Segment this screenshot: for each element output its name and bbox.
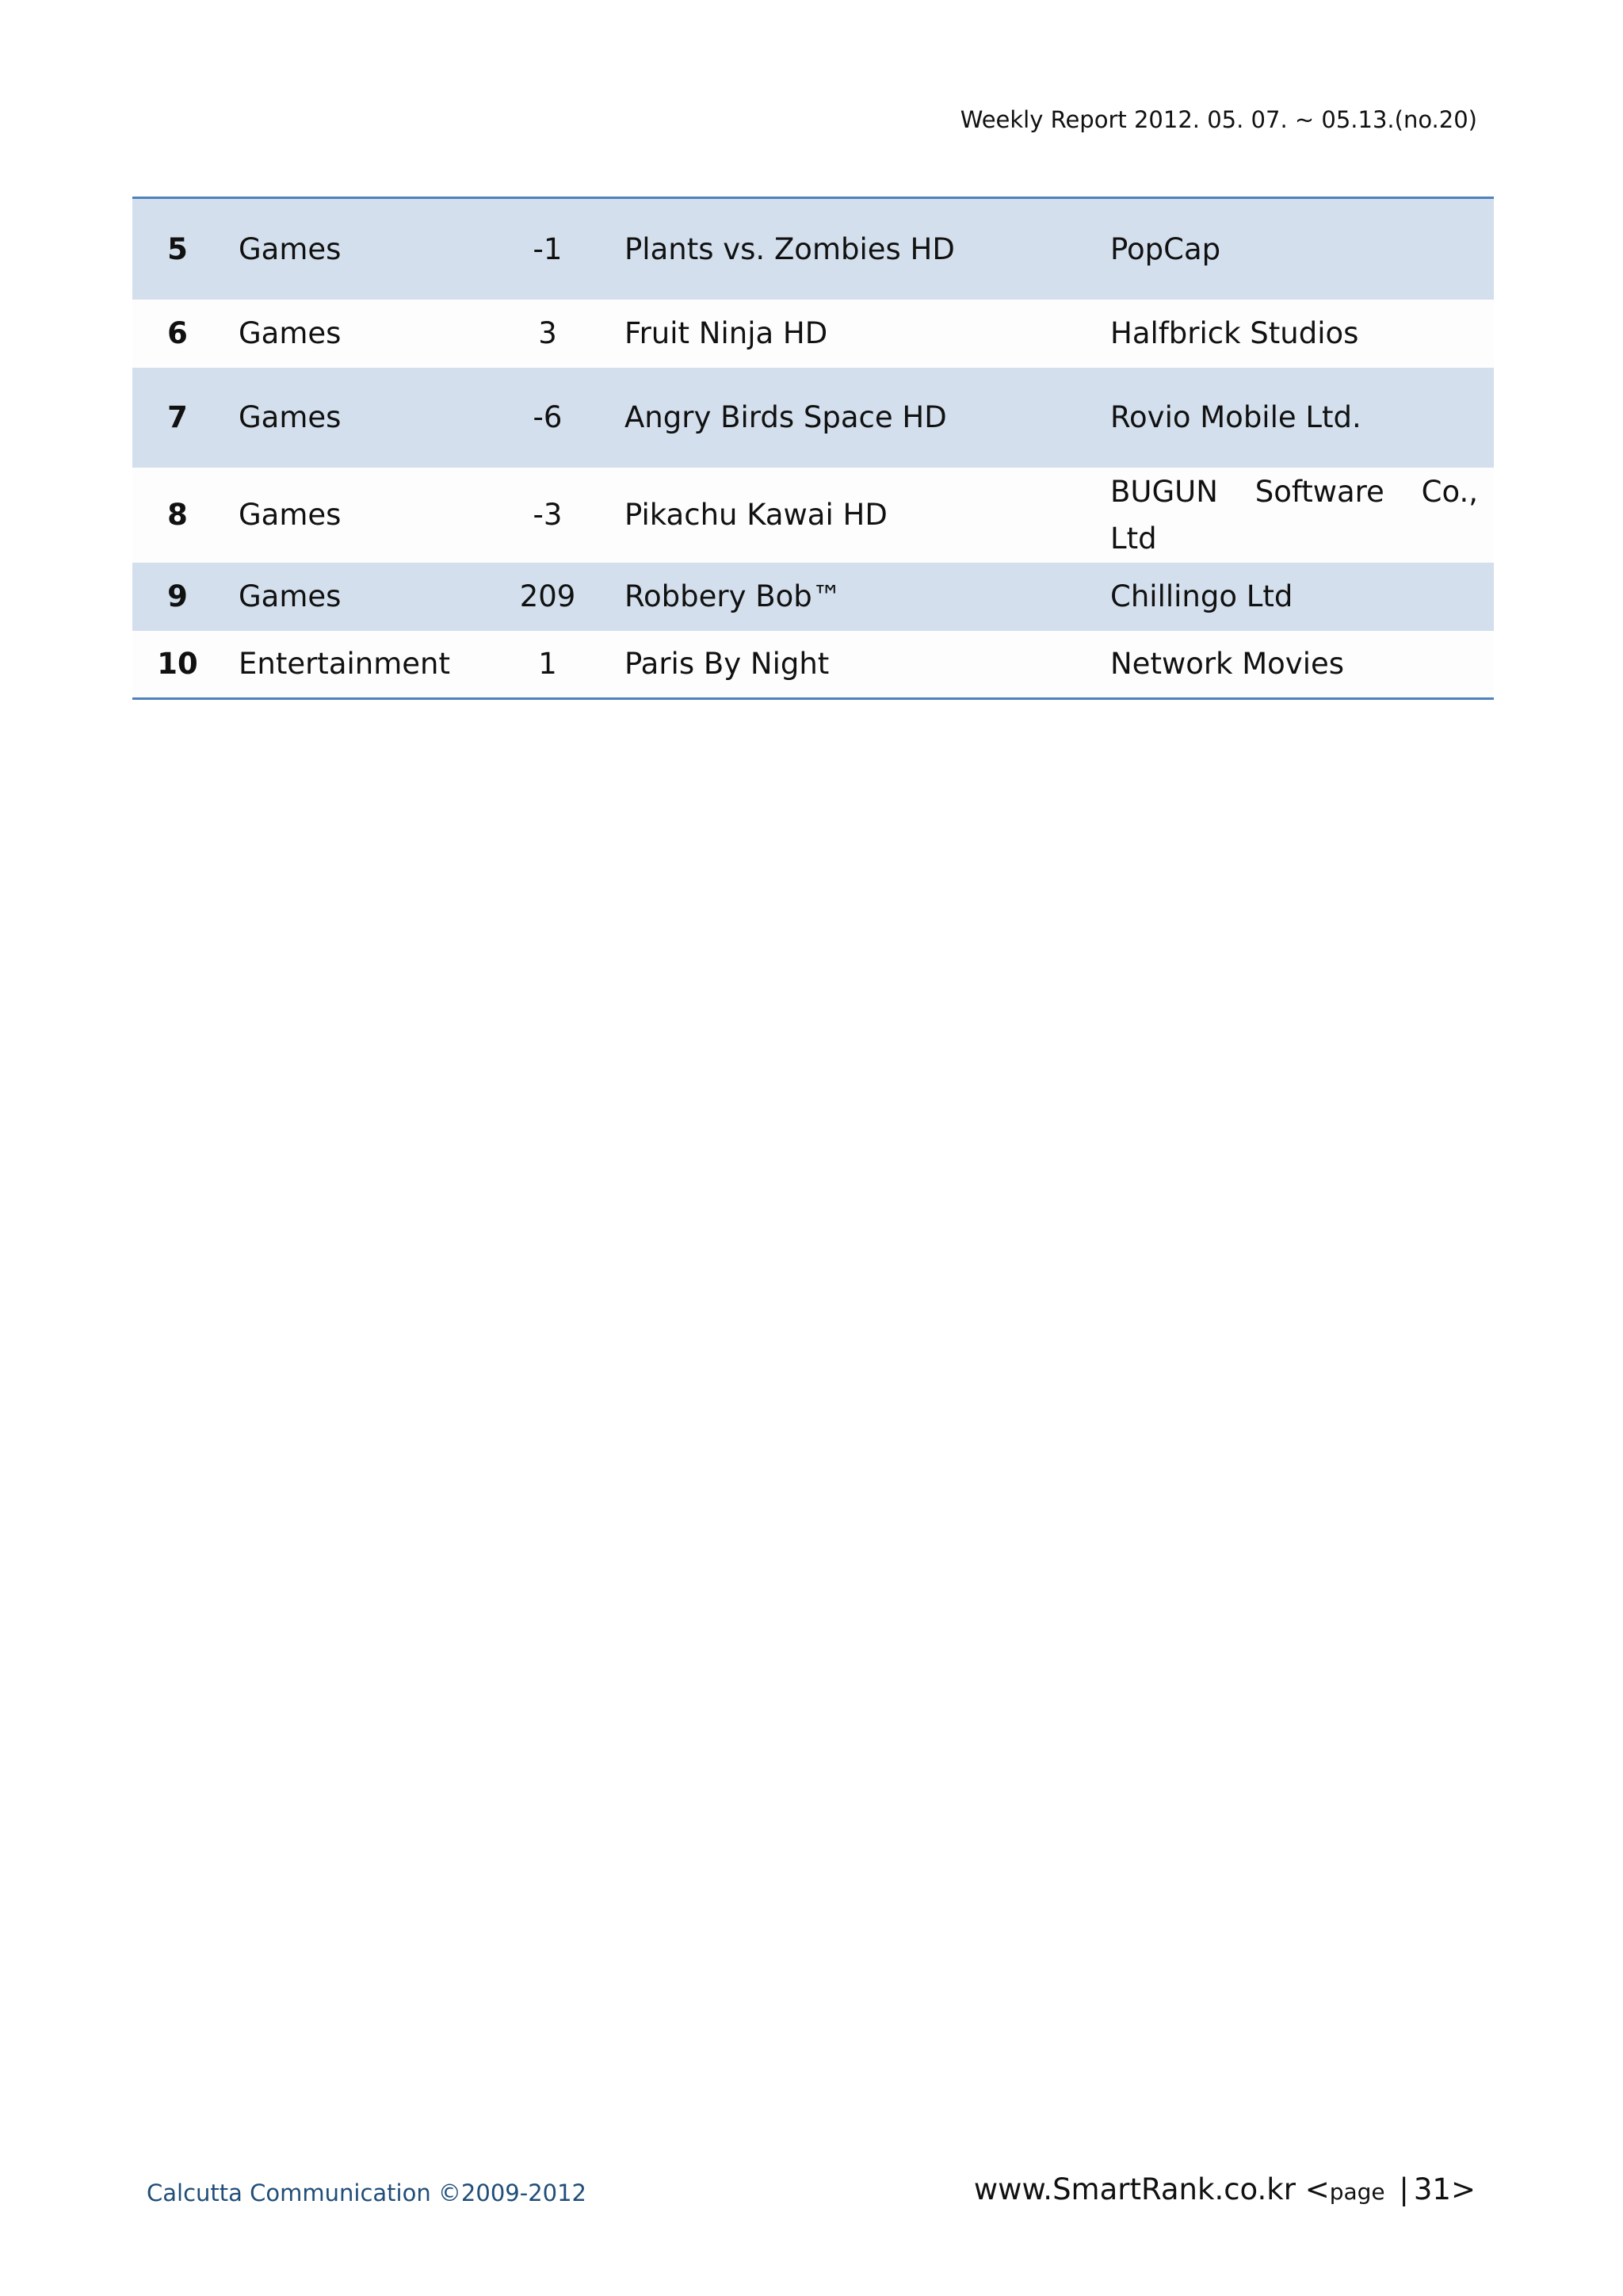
category-cell: Games <box>223 563 477 631</box>
table-row <box>132 563 1494 631</box>
app-title-cell: Plants vs. Zombies HD <box>618 198 1110 300</box>
app-title-cell: Pikachu Kawai HD <box>618 468 1110 563</box>
rank-cell: 8 <box>132 468 223 563</box>
footer-copyright: Calcutta Communication ©2009-2012 <box>147 2179 586 2206</box>
publisher-cell: Chillingo Ltd <box>1110 563 1494 631</box>
rank-change-cell: 209 <box>477 563 618 631</box>
page-open-bracket: < <box>1304 2172 1330 2206</box>
table-row <box>132 368 1494 468</box>
rank-cell: 5 <box>132 198 223 300</box>
table-row <box>132 468 1494 563</box>
publisher-cell: BUGUN Software Co., Ltd <box>1110 468 1494 563</box>
publisher-cell: Halfbrick Studios <box>1110 300 1494 368</box>
rank-cell: 7 <box>132 368 223 468</box>
category-cell: Entertainment <box>223 631 477 699</box>
page-word: page <box>1329 2179 1385 2205</box>
publisher-cell: Rovio Mobile Ltd. <box>1110 368 1494 468</box>
app-title-cell: Robbery Bob™ <box>618 563 1110 631</box>
app-ranking-table <box>132 197 1494 700</box>
page-separator: | <box>1399 2172 1409 2206</box>
rank-change-cell: 1 <box>477 631 618 699</box>
rank-cell: 9 <box>132 563 223 631</box>
rank-cell: 10 <box>132 631 223 699</box>
rank-change-cell: 3 <box>477 300 618 368</box>
table-row <box>132 300 1494 368</box>
report-header: Weekly Report 2012. 05. 07. ~ 05.13.(no.20) <box>960 106 1477 133</box>
app-title-cell: Fruit Ninja HD <box>618 300 1110 368</box>
app-title-cell: Angry Birds Space HD <box>618 368 1110 468</box>
footer-website: www.SmartRank.co.kr <box>973 2172 1296 2206</box>
rank-cell: 6 <box>132 300 223 368</box>
page-close-bracket: > <box>1450 2172 1476 2206</box>
rank-change-cell: -6 <box>477 368 618 468</box>
rank-change-cell: -3 <box>477 468 618 563</box>
category-cell: Games <box>223 468 477 563</box>
rank-change-cell: -1 <box>477 198 618 300</box>
publisher-cell: PopCap <box>1110 198 1494 300</box>
category-cell: Games <box>223 198 477 300</box>
app-title-cell: Paris By Night <box>618 631 1110 699</box>
page-number: 31 <box>1413 2172 1451 2206</box>
table-row <box>132 198 1494 300</box>
category-cell: Games <box>223 300 477 368</box>
publisher-cell: Network Movies <box>1110 631 1494 699</box>
category-cell: Games <box>223 368 477 468</box>
footer-page-info <box>974 2172 1476 2206</box>
table-row <box>132 631 1494 699</box>
